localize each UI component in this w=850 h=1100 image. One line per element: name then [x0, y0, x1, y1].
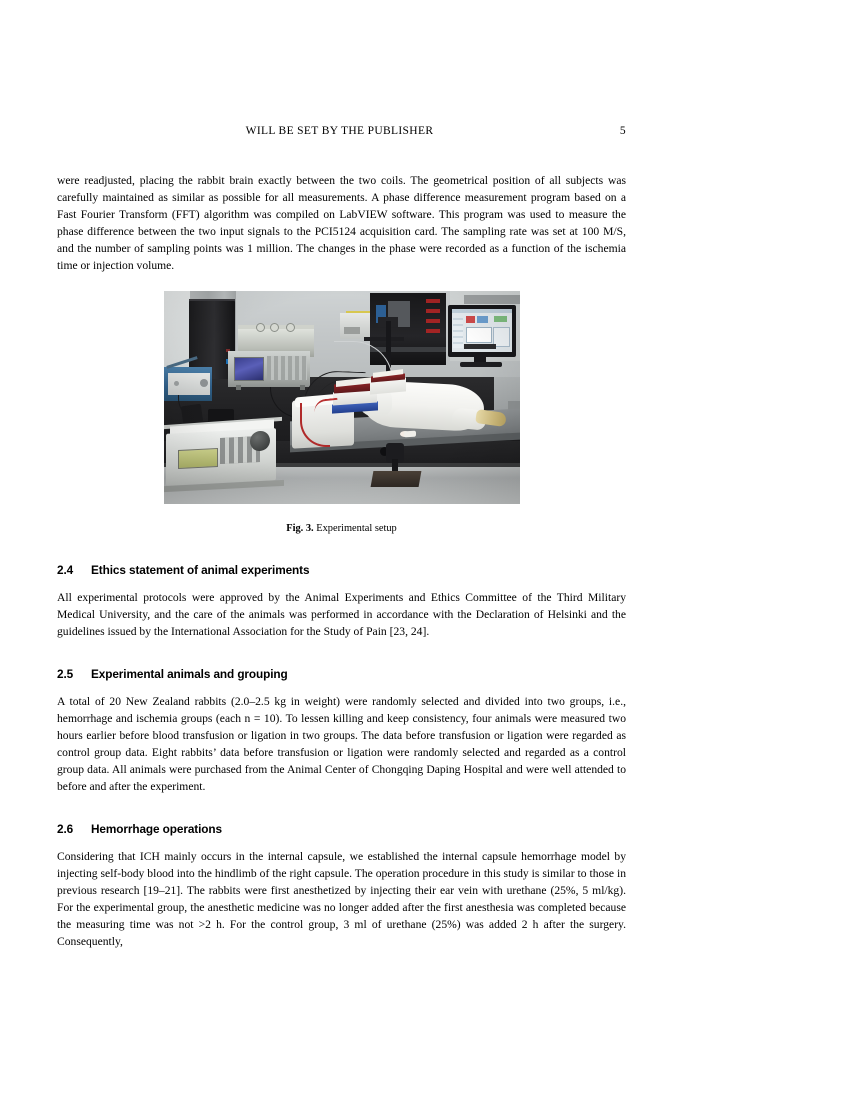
running-head — [57, 125, 626, 143]
figure-caption — [286, 522, 397, 536]
text-column — [57, 172, 626, 950]
controller-lcd — [178, 448, 218, 469]
figure-3 — [57, 291, 626, 536]
section-number: 2.6 — [57, 822, 74, 836]
figure-image — [164, 291, 520, 504]
running-head-title: WILL BE SET BY THE PUBLISHER — [245, 125, 434, 137]
figure-caption-text: Experimental setup — [316, 523, 397, 534]
monitor-screen — [452, 309, 512, 352]
section-heading-2-4 — [57, 563, 626, 578]
paragraph-hemorrhage: Considering that ICH mainly occurs in the internal capsule, we established the internal capsule hemorrhage model by injecting self-body blood into the hindlimb of the right capsule. The operation procedure in this study is similar to those in previous research [19–21]. The rabbits were first anesthetized by injecting their ear vein with urethane (25%, 5 ml/kg). For the experimental group, the anesthetic medicine was no longer added after the first anesthesia was completed because the measuring time was not >2 h. For the control group, 3 ml of urethane (25%) was added 2 h after the surgery. Consequently, — [57, 850, 626, 948]
paragraph-intro: were readjusted, placing the rabbit brain exactly between the two coils. The geometrical position of all subjects was carefully maintained as similar as possible for all measurements. A phase difference measurement program based on a Fast Fourier Transform (FFT) algorithm was compiled on LabVIEW software. This program was used to measure the phase difference between the two input signals to the PCI5124 acquisition card. The sampling rate was set at 100 M/S, and the number of sampling points was 1 million. The changes in the phase were recorded as a function of the ischemia time or injection volume. — [57, 174, 626, 272]
section-title: Experimental animals and grouping — [91, 667, 288, 681]
experimental-setup-photo — [164, 291, 520, 504]
section-title: Hemorrhage operations — [91, 822, 222, 836]
paragraph-animals: A total of 20 New Zealand rabbits (2.0–2.5 kg in weight) were randomly selected and divided into two groups, i.e., hemorrhage and ischemia groups (each n = 10). To lessen killing and keep consistency, four animals were measured two hours earlier before blood transfusion or ligation in two groups. The data before transfusion or ligation were regarded as control group data. Eight rabbits’ data before transfusion or ligation were randomly selected and regarded as a control group data. All animals were purchased from the Animal Center of Chongqing Daping Hospital and were well attended to before and after the experiment. — [57, 695, 626, 793]
section-title: Ethics statement of animal experiments — [91, 563, 310, 577]
paragraph-ethics: All experimental protocols were approved by the Animal Experiments and Ethics Committee of the Third Military Medical University, and the care of the animals was performed in accordance with the Declaration of Helsinki and the guidelines issued by the International Association for the Study of Pain [23, 24]. — [57, 591, 626, 638]
analyzer-screen — [234, 357, 264, 381]
section-heading-2-5 — [57, 667, 626, 682]
section-heading-2-6 — [57, 822, 626, 837]
section-number: 2.4 — [57, 563, 74, 577]
page-number: 5 — [619, 125, 626, 137]
figure-label: Fig. 3. — [286, 523, 314, 534]
section-number: 2.5 — [57, 667, 74, 681]
